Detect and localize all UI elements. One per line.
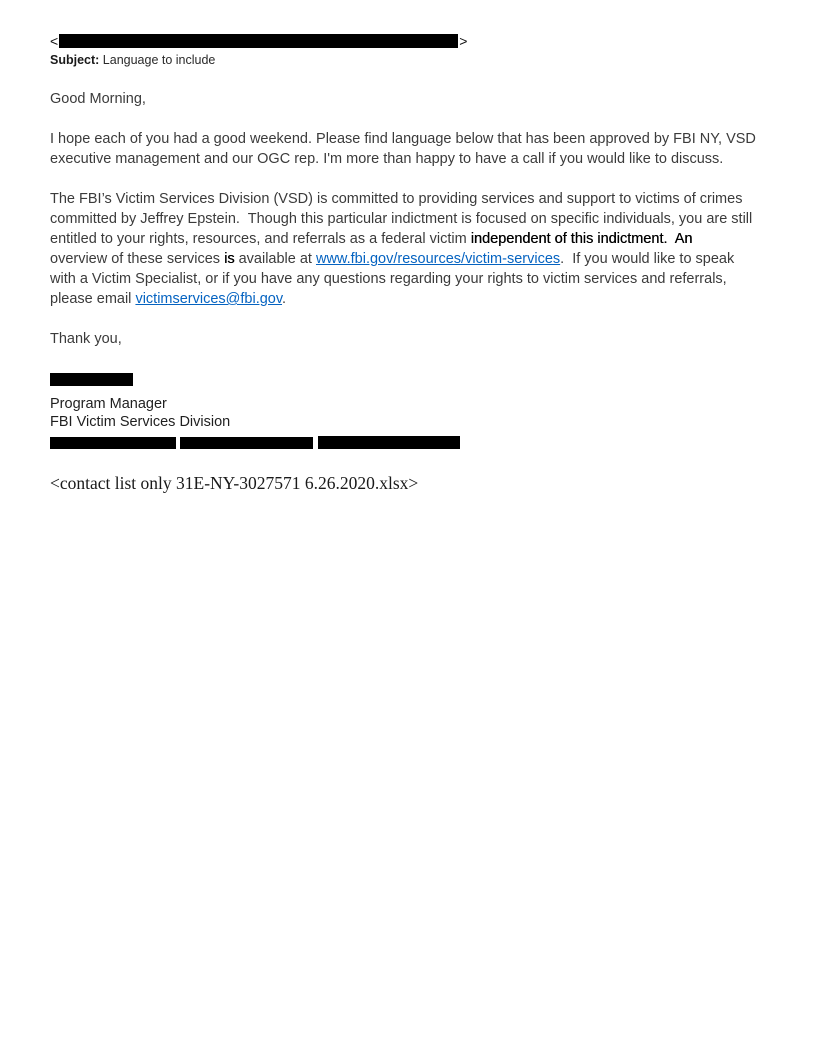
redaction-bar-contact-1: [50, 437, 176, 450]
text-run: please email: [50, 291, 136, 307]
text-run: . If you would like to speak: [560, 251, 735, 267]
greeting: Good Morning,: [50, 91, 146, 107]
close-angle-bracket: >: [459, 33, 468, 49]
text-run: entitled to your rights, resources, and referrals as a federal victim: [50, 231, 471, 247]
text-run: . An: [663, 231, 693, 247]
paragraph-2: [50, 189, 776, 309]
signature-division: FBI Victim Services Division: [50, 414, 231, 430]
paragraph-line: committed by Jeffrey Epstein. Though this particular indictment is focused on specific individuals, you are still: [50, 211, 753, 227]
paragraph-line: I hope each of you had a good weekend. Please find language below that has been approved by FBI NY, VSD: [50, 131, 756, 147]
closing: Thank you,: [50, 331, 122, 347]
victim-services-email-link[interactable]: victimservices@fbi.gov: [135, 291, 283, 307]
subject-line: [50, 53, 776, 68]
signature-title: Program Manager: [50, 396, 167, 412]
paragraph-line: executive management and our OGC rep. I'm more than happy to have a call if you would like to discuss.: [50, 151, 724, 167]
email-content: [50, 33, 776, 494]
redaction-bar-contact-2: [180, 437, 313, 450]
open-angle-bracket: <: [50, 33, 59, 49]
text-run: available at: [234, 251, 316, 267]
email-body: [50, 89, 776, 349]
paragraph-line: [50, 289, 776, 309]
signature-lines: [50, 395, 776, 431]
paragraph-line: [50, 229, 776, 249]
paragraph-line: with a Victim Specialist, or if you have any questions regarding your rights to victim services and referrals,: [50, 271, 727, 287]
redacted-header-line: [50, 33, 776, 49]
emphasized-text: independent of this indictment: [470, 231, 664, 247]
redaction-bar-contact-3: [318, 436, 460, 449]
emphasized-text: is: [224, 251, 235, 267]
text-run: .: [282, 291, 287, 307]
attachment-filename: <contact list only 31E-NY-3027571 6.26.2020.xlsx>: [50, 473, 419, 493]
subject-label: Subject:: [50, 53, 100, 67]
fbi-victim-services-url-link[interactable]: www.fbi.gov/resources/victim-services: [315, 251, 561, 267]
signature-block: [50, 349, 776, 454]
paragraph-line: [50, 249, 776, 269]
paragraph-line: The FBI’s Victim Services Division (VSD) is committed to providing services and support to victims of crimes: [50, 191, 743, 207]
subject-value: Language to include: [99, 53, 216, 67]
redaction-bar-name: [50, 373, 133, 386]
redaction-bar-header: [59, 34, 458, 48]
text-run: overview of these services: [50, 251, 225, 267]
paragraph-1: [50, 129, 776, 169]
